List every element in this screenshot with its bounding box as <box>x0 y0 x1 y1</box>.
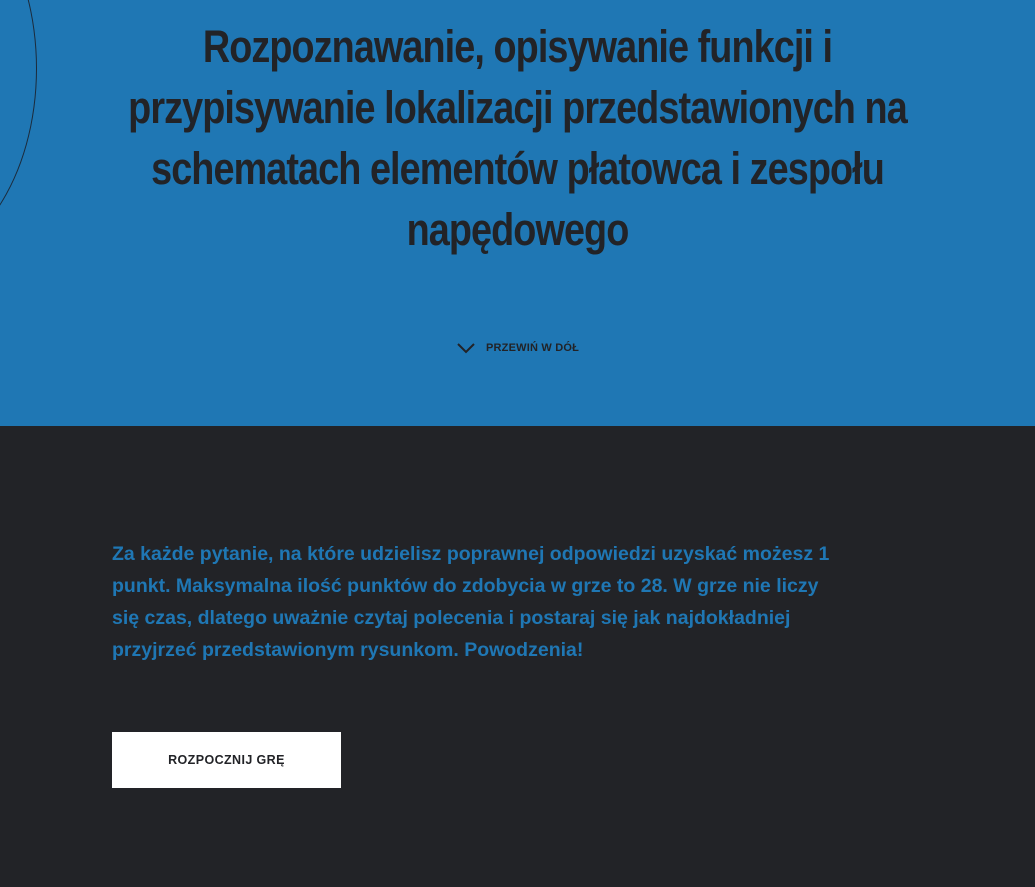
intro-text: Za każde pytanie, na które udzielisz poprawnej odpowiedzi uzyskać możesz 1 punkt. Maksymalna ilość punktów do zdobycia w grze to 28. W grze nie liczy się czas, dlatego uważnie czytaj polecenia i postaraj się jak najdokładniej przyjrzeć przedstawionym rysunkom. Powodzenia! <box>112 543 830 661</box>
start-game-button[interactable]: ROZPOCZNIJ GRĘ <box>112 732 341 788</box>
page-title: Rozpoznawanie, opisywanie funkcji i przypisywanie lokalizacji przedstawionych na schematach elementów płatowca i zespołu napędowego <box>128 21 907 255</box>
decorative-circle <box>0 0 37 267</box>
hero-section <box>0 0 1035 426</box>
scroll-down-label: PRZEWIŃ W DÓŁ <box>486 342 580 354</box>
scroll-down-link[interactable] <box>456 338 579 358</box>
chevron-down-icon <box>456 338 476 358</box>
